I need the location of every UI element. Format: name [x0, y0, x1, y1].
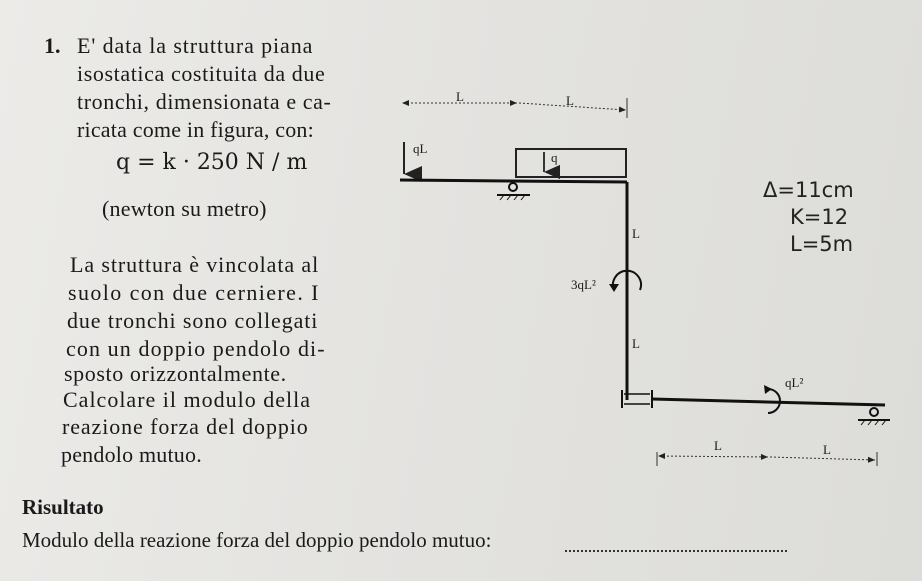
moment-right-label: qL²	[785, 375, 804, 390]
unit-note: (newton su metro)	[102, 196, 267, 221]
result-title: Risultato	[22, 495, 104, 519]
answer-blank[interactable]	[565, 550, 787, 552]
delta-value: Δ=11cm	[763, 178, 854, 202]
dim-bottom-right-label: L	[823, 442, 831, 457]
problem-number: 1.	[44, 33, 61, 58]
point-load-label: qL	[413, 141, 428, 156]
lower-beam	[652, 399, 885, 405]
moment-right-arrow	[764, 385, 780, 413]
result-line: Modulo della reazione forza del doppio pendolo mutuo:	[22, 528, 492, 552]
dim-top-left-label: L	[456, 89, 464, 104]
intro-line-4: ricata come in figura, con:	[77, 117, 314, 142]
dim-vertical-lower-label: L	[632, 336, 640, 351]
hinge-support-left	[497, 183, 530, 200]
intro-line-1: E' data la struttura piana	[77, 33, 314, 58]
intro-line-3: tronchi, dimensionata e ca-	[77, 89, 332, 114]
load-formula: q = k · 250 N / m	[116, 150, 308, 175]
k-value: K=12	[790, 205, 849, 229]
l-value: L=5m	[790, 232, 854, 256]
moment-left-arrow	[609, 271, 641, 292]
body-line-7: reazione forza del doppio	[62, 414, 309, 439]
moment-left-label: 3qL²	[571, 277, 596, 292]
body-line-3: due tronchi sono collegati	[67, 308, 319, 333]
top-dimension-line	[403, 98, 627, 118]
body-line-8: pendolo mutuo.	[61, 442, 202, 467]
distributed-load-label: q	[551, 150, 558, 165]
intro-line-2: isostatica costituita da due	[77, 61, 326, 86]
hinge-support-right	[858, 408, 890, 425]
body-line-2: suolo con due cerniere. I	[68, 280, 320, 305]
distributed-load-box	[516, 149, 626, 177]
body-line-5: sposto orizzontalmente.	[64, 361, 287, 386]
dim-top-right-label: L	[566, 93, 574, 108]
dim-vertical-upper-label: L	[632, 226, 640, 241]
body-line-1: La struttura è vincolata al	[70, 252, 320, 277]
body-line-6: Calcolare il modulo della	[63, 387, 311, 412]
body-line-4: con un doppio pendolo di-	[66, 336, 326, 361]
bottom-dimension-line	[657, 452, 877, 466]
dim-bottom-left-label: L	[714, 438, 722, 453]
